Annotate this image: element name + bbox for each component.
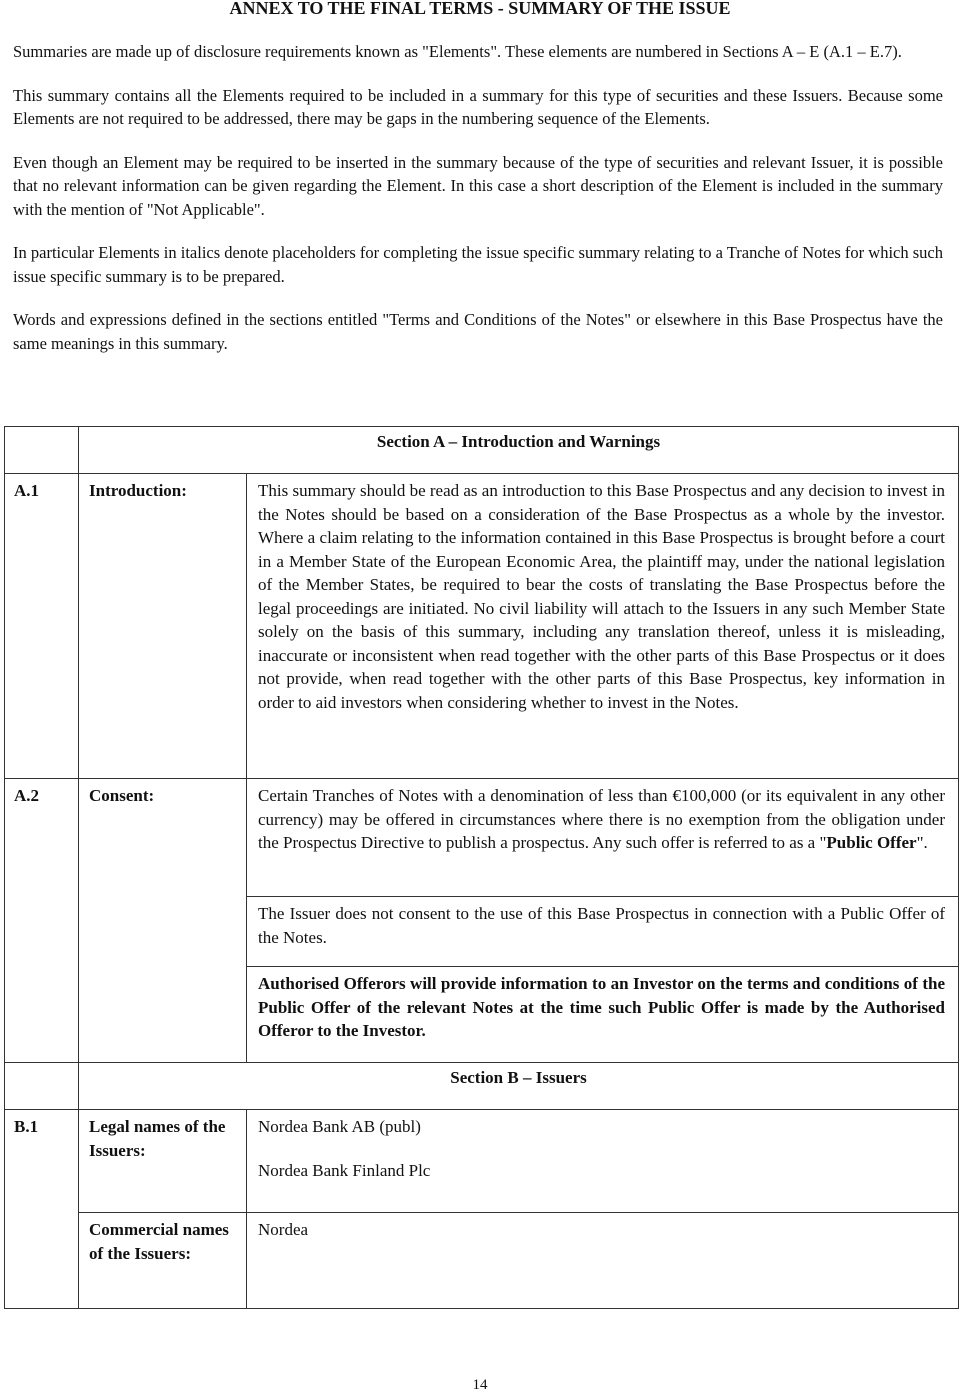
- section-a-heading: Section A – Introduction and Warnings: [79, 427, 959, 474]
- header-spacer-cell: [5, 427, 79, 474]
- element-code: A.1: [5, 474, 79, 779]
- consent-text: [258, 784, 945, 855]
- introduction-text: This summary should be read as an introduction to this Base Prospectus and any decision to invest in the Notes should be based on a consideration of the Base Prospectus as a whole by the investor. Where a claim relating to the information contained in this Base Prospectus is brought before a court in a Member State of the European Economic Area, the plaintiff may, under the national legislation of the Member States, be required to bear the costs of translating the Base Prospectus before the legal proceedings are initiated. No civil liability will attach to the Issuers in any such Member State solely on the basis of this summary, including any translation thereof, unless it is misleading, inaccurate or inconsistent when read together with the other parts of this Base Prospectus or it does not provide, when read together with the other parts of this Base Prospectus, key information in order to aid investors when considering whether to invest in the Notes.: [258, 481, 945, 712]
- intro-paragraph: This summary contains all the Elements required to be included in a summary for this type of securities and these Issuers. Because some Elements are not required to be addressed, there may be gaps in the numbering sequence of the Elements.: [13, 85, 943, 128]
- legal-name: Nordea Bank Finland Plc: [258, 1160, 431, 1180]
- element-code: B.1: [5, 1110, 79, 1309]
- element-label: Consent:: [79, 779, 247, 1063]
- intro-paragraph: In particular Elements in italics denote placeholders for completing the issue specific summary relating to a Tranche of Notes for which such issue specific summary is to be prepared.: [13, 243, 943, 286]
- element-text: [247, 1110, 959, 1213]
- element-text: [247, 474, 959, 779]
- element-label: Introduction:: [79, 474, 247, 779]
- public-offer-term: Public Offer: [826, 833, 917, 852]
- consent-text-end: ".: [916, 833, 928, 852]
- intro-paragraph: Even though an Element may be required to be inserted in the summary because of the type of securities and relevant Issuer, it is possible that no relevant information can be given regarding the Element. In this case a short description of the Element is included in the summary with the mention of "Not Applicable".: [13, 152, 943, 219]
- element-row-a2: [5, 779, 959, 897]
- legal-name: Nordea Bank AB (publ): [258, 1117, 421, 1136]
- intro-section: [13, 40, 943, 375]
- page-number: 14: [472, 1377, 488, 1393]
- document-title: ANNEX TO THE FINAL TERMS - SUMMARY OF THE ISSUE: [229, 0, 731, 18]
- element-code: A.2: [5, 779, 79, 1063]
- commercial-name: Nordea: [258, 1220, 309, 1239]
- consent-text-start: Certain Tranches of Notes with a denomination of less than €100,000 (or its equivalent in any other currency) may be offered in circumstances where there is no exemption from the obligation under the Prospectus Directive to publish a prospectus. Any such offer is referred to as a ": [258, 786, 945, 852]
- element-text: [247, 779, 959, 897]
- section-b-heading: Section B – Issuers: [79, 1063, 959, 1110]
- element-label: Legal names of the Issuers:: [79, 1110, 247, 1213]
- element-row-b1: [5, 1110, 959, 1213]
- intro-paragraph: Words and expressions defined in the sections entitled "Terms and Conditions of the Notes" or elsewhere in this Base Prospectus have the same meanings in this summary.: [13, 310, 943, 353]
- element-text: [247, 967, 959, 1063]
- summary-table: [4, 426, 959, 1309]
- header-spacer-cell: [5, 1063, 79, 1110]
- issuer-consent-text: The Issuer does not consent to the use of this Base Prospectus in connection with a Public Offer of the Notes.: [258, 904, 945, 947]
- element-label: Commercial names of the Issuers:: [79, 1213, 247, 1309]
- element-row-a1: [5, 474, 959, 779]
- element-text: [247, 897, 959, 967]
- intro-paragraph: Summaries are made up of disclosure requirements known as "Elements". These elements are numbered in Sections A – E (A.1 – E.7).: [13, 42, 902, 61]
- section-b-header-row: [5, 1063, 959, 1110]
- section-a-header-row: [5, 427, 959, 474]
- authorised-offerors-text: Authorised Offerors will provide information to an Investor on the terms and conditions of the Public Offer of the relevant Notes at the time such Public Offer is made by the Authorised Offeror to the Investor.: [258, 974, 945, 1040]
- element-row-b1-commercial: [5, 1213, 959, 1309]
- element-text: [247, 1213, 959, 1309]
